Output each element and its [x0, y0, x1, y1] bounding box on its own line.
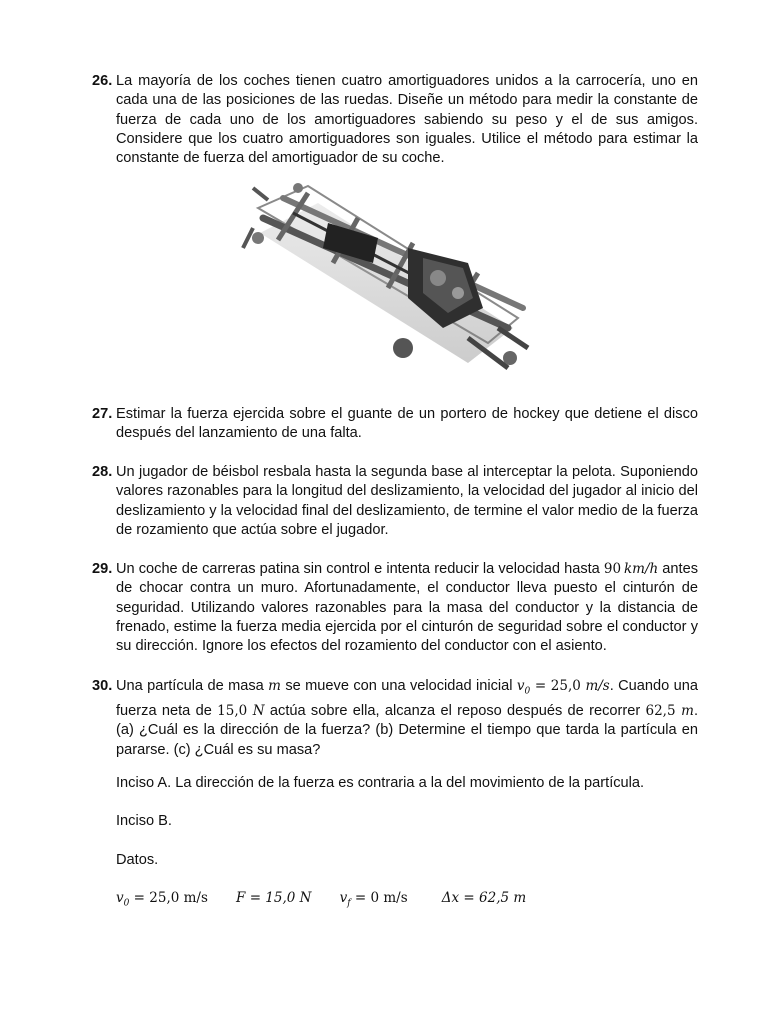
problem-text: Una partícula de masa m se mueve con una velocidad inicial $v_0 = 25,0$ m/s. Cuando una fuerza neta de 15,0 N actúa sobre ella, alcanza el reposo después de recorrer 62,5 m. (a) ¿Cuál es la dirección de la fuerza? (b) Determine el tiempo que tarda la partícula en pararse. (c) ¿Cuál es su masa?	[116, 678, 698, 758]
problem-number: 30.	[92, 678, 113, 694]
data-line	[116, 889, 698, 914]
problem-text: La mayoría de los coches tienen cuatro amortiguadores unidos a la carrocería, uno en cada una de las posiciones de las ruedas. Diseñe un método para medir la constante de fuerza de cada uno de los amortiguadores sabiendo su peso y el de sus amigos. Considere que los cuatro amortiguadores son iguales. Utilice el método para estimar la constante de fuerza del amortiguador de su coche.	[116, 73, 698, 167]
force-value: F = 15,0 N	[236, 890, 312, 906]
problem-number: 27.	[92, 406, 113, 422]
problem-28	[92, 463, 698, 540]
problem-29	[92, 560, 698, 656]
data-heading: Datos.	[116, 852, 159, 868]
car-chassis-image	[238, 178, 530, 378]
answer-a: Inciso A. La dirección de la fuerza es contraria a la del movimiento de la partícula.	[116, 775, 645, 791]
problem-26	[92, 72, 698, 168]
problem-text: Estimar la fuerza ejercida sobre el guante de un portero de hockey que detiene el disco después del lanzamiento de una falta.	[116, 406, 698, 442]
dx-value: Δx = 62,5 m	[441, 890, 527, 906]
answer-b-heading: Inciso B.	[116, 813, 172, 829]
vf-value: $v_f = 0$ m/s	[339, 890, 408, 909]
problem-text: Un coche de carreras patina sin control e intenta reducir la velocidad hasta 90 km/h antes de chocar contra un muro. Afortunadamente, el conductor lleva puesto el cinturón de seguridad. Utilizando valores razonables para la masa del conductor y la distancia de frenado, estime la fuerza media ejercida por el cinturón de seguridad sobre el conductor y su dirección. Ignore los efectos del rozamiento del conductor con el asiento.	[116, 561, 698, 655]
problem-30	[92, 677, 698, 760]
v0-value: $v_0 = 25,0$ m/s	[116, 890, 208, 909]
problem-number: 26.	[92, 73, 113, 89]
problem-27	[92, 405, 698, 444]
problem-number: 28.	[92, 464, 113, 480]
problem-text: Un jugador de béisbol resbala hasta la segunda base al interceptar la pelota. Suponiendo valores razonables para la longitud del deslizamiento, la velocidad del jugador al inicio del deslizamiento y la velocidad final del deslizamiento, de termine el valor medio de la fuerza de rozamiento que actúa sobre el jugador.	[116, 464, 698, 538]
problem-number: 29.	[92, 561, 113, 577]
